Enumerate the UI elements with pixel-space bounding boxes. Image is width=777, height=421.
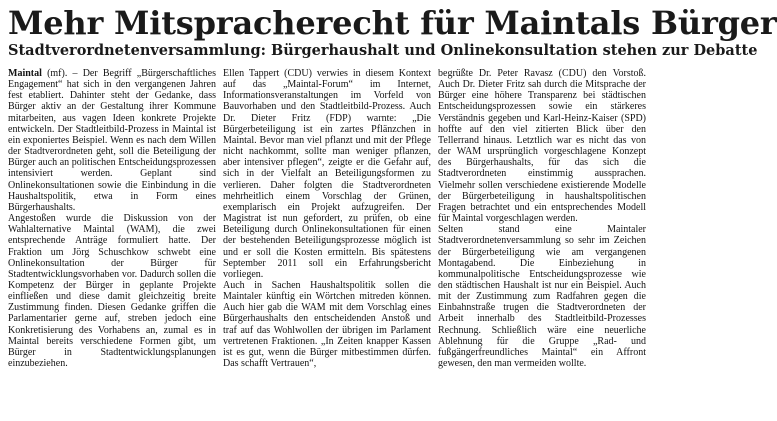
article-column-2 [223, 68, 431, 416]
paragraph: Ellen Tappert (CDU) verwies in diesem Kontext auf das „Maintal-Forum“ im Internet, Informationsveranstaltungen im Vorfeld von Bauvorhaben und den Stadtleitbild-Prozess. Auch Dr. Dieter Fritz (FDP) warnte: „Die Bürgerbeteiligung ist ein zartes Pflänzchen in Maintal. Bevor man viel pflanzt und mit der Pflege nicht nachkommt, sollte man weniger pflanzen, aber intensiver pflegen“, zeigte er die Gefahr auf, sich in der Vielfalt an Beteiligungsformen zu verlieren. Daher folgten die Stadtverordneten mehrheitlich einem Vorschlag der Grünen, exemplarisch ein Projekt aufzugreifen. Der Magistrat ist nun gefordert, zu prüfen, ob eine Beteiligung durch Onlinekonsultationen für einen der bestehenden Beteiligungsprozesse möglich ist und er soll die Kosten ermitteln. Bis spätestens September 2011 soll ein Erfahrungsbericht vorliegen. [223, 68, 431, 280]
dateline: Maintal [8, 68, 42, 79]
paragraph: Angestoßen wurde die Diskussion von der Wahlalternative Maintal (WAM), die zwei entsprechende Anträge formuliert hatte. Der Fraktion um Jörg Schuschkow schwebt eine Onlinekonsultation der Bürger für Stadtentwicklungsvorhaben vor. Dadurch sollen die Kompetenz der Bürger in geplante Projekte einfließen und diese damit gleichzeitig breite Zustimmung finden. Diesen Gedanke griffen die Parlamentarier gerne auf, streben jedoch eine Konkretisierung des Vorhabens an, zumal es in Maintal bereits verschiedene Formen gibt, um Bürger in Stadtentwicklungsplanungen einzubeziehen. [8, 213, 216, 370]
paragraph: Selten stand eine Maintaler Stadtverordnetenversammlung so sehr im Zeichen der Bürgerbeteiligung wie am vergangenen Montagabend. Die Einbeziehung in kommunalpolitische Entscheidungsprozesse wie den städtischen Haushalt ist nur ein Beispiel. Auch mit der Zustimmung zum Radfahren gegen die Einbahnstraße trugen die Stadtverordneten der Arbeit innerhalb des Stadtleitbild-Prozesses Rechnung. Schließlich wäre eine neuerliche Ablehnung für die Gruppe „Rad- und fußgängerfreundliches Maintal“ ein Affront gewesen, den man vermeiden wollte. [438, 224, 646, 370]
paragraph-text: (mf). – Der Begriff „Bürgerschaftliches Engagement“ hat sich in den vergangenen Jahren fest etabliert. Dahinter steht der Gedanke, dass Bürger aktiv an der Gestaltung ihrer Kommune mitarbeiten, aus vagen Ideen konkrete Projekte entwickeln. Der Stadtleitbild-Prozess in Maintal ist ein exponiertes Beispiel. Wenn es nach dem Willen der Stadtverordneten geht, soll die Beteiligung der Bürger auch an politischen Entscheidungsprozessen intensiviert werden. Geplant sind Onlinekonsultationen sowie die Einbindung in die Haushaltspolitik, etwa in Form eines Bürgerhaushalts. [8, 68, 216, 213]
headline: Mehr Mitspracherecht für Maintals Bürger [8, 4, 777, 42]
paragraph: begrüßte Dr. Peter Ravasz (CDU) den Vorstoß. Auch Dr. Dieter Fritz sah durch die Mitsprache der Bürger eine höhere Transparenz bei städtischen Entscheidungsprozessen sowie ein stärkeres Verständnis gegeben und Karl-Heinz-Kaiser (SPD) hoffte auf den viel zitierten Blick über den Tellerrand hinaus. Letztlich war es nicht das von der WAM ursprünglich vorgeschlagene Konzept des Bürgerhaushalts, für das sich die Stadtverordneten einstimmig aussprachen. Vielmehr sollen verschiedene existierende Modelle der Bürgerbeteiligung in haushaltspolitischen Fragen betrachtet und ein entsprechendes Modell für Maintal vorgeschlagen werden. [438, 68, 646, 225]
paragraph [8, 68, 216, 213]
subheadline: Stadtverordnetenversammlung: Bürgerhaushalt und Onlinekonsultation stehen zur Debatte [8, 42, 758, 59]
paragraph: Auch in Sachen Haushaltspolitik sollen die Maintaler künftig ein Wörtchen mitreden können. Auch hier gab die WAM mit dem Vorschlag eines Bürgerhaushalts den entscheidenden Anstoß und traf auf das Wohlwollen der übrigen im Parlament vertretenen Fraktionen. „In Zeiten knapper Kassen ist es gut, wenn die Bürger mitbestimmen dürfen. Das schafft Vertrauen“, [223, 279, 431, 370]
article-body [8, 68, 646, 416]
article-column-3 [438, 68, 646, 416]
article-column-1 [8, 68, 216, 416]
